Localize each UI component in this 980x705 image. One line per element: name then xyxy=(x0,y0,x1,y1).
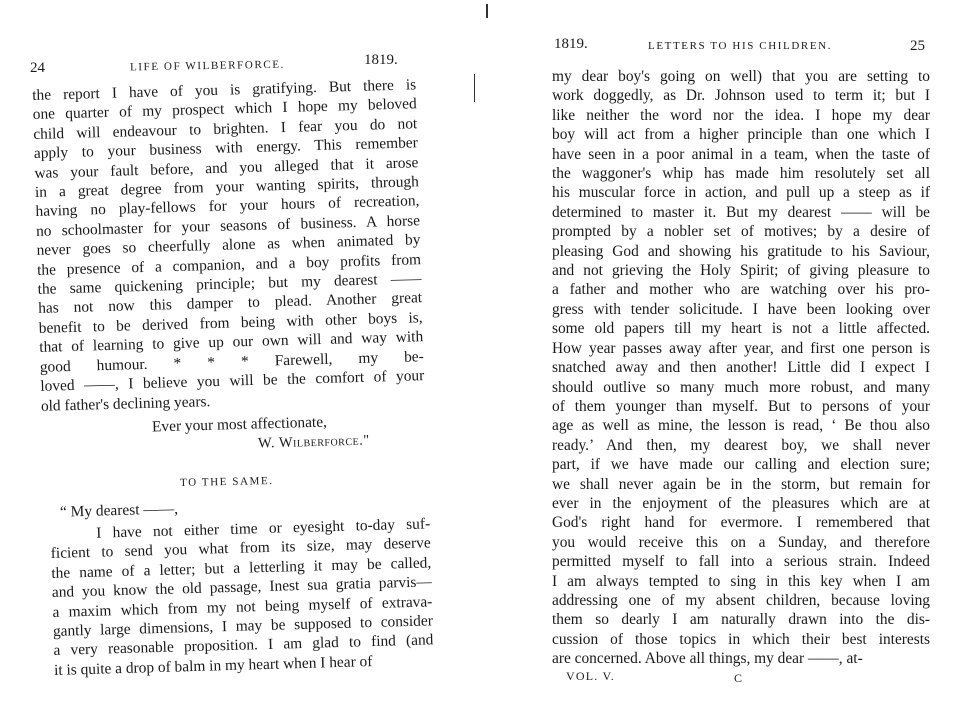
right-letter-line: addressing one of my absent children, because loving xyxy=(552,591,930,609)
right-letter-line: work doggedly, as Dr. Johnson used to term it; but I xyxy=(552,87,930,105)
right-letter-line: the waggoner's whip has made him resolutely set all xyxy=(552,165,930,183)
right-letter-line: we shall never again be in the storm, but remain for xyxy=(552,475,930,493)
right-letter-body xyxy=(552,67,930,669)
right-letter-line: like neither the word nor the idea. I hope my dear xyxy=(552,106,930,124)
left-letter-line: the same quickening principle; but my dearest —— xyxy=(37,270,422,298)
right-letter-line: snatched away and then another! Little did I expect I xyxy=(552,359,930,377)
right-letter-line: age as well as mine, the lesson is read, ‘ Be thou also xyxy=(552,417,930,435)
second-letter-line: ficient to send you what from its size, may deserve xyxy=(50,534,431,563)
left-letter-line: that of learning to give up our own will and way with xyxy=(39,328,424,357)
left-year: 1819. xyxy=(364,52,398,68)
right-letter-line: some old papers till my heart is not a little affected. xyxy=(552,320,930,338)
right-letter-line: my dear boy's going on well) that you are setting to xyxy=(552,68,930,85)
left-page xyxy=(0,0,470,705)
right-letter-line: his muscular force in action, and pull up a steep as if xyxy=(552,184,930,202)
right-letter-line: pleasing God and showing his gratitude to his Saviour, xyxy=(552,242,930,260)
right-letter-line: cussion of those topics in which their best interests xyxy=(552,630,930,648)
left-letter-line: no schoolmaster for your seasons of business. A horse xyxy=(35,212,421,240)
footer-volume: VOL. V. xyxy=(566,669,615,683)
second-letter-line: a maxim which from my not being myself of extrava- xyxy=(52,592,433,621)
left-letter-line: was your fault before, and you alleged that it arose xyxy=(34,153,419,182)
left-letter-line: never goes so cheerfully alone as when animated by xyxy=(36,231,421,260)
right-letter-line: should outlive so many much more robust, and many xyxy=(552,378,930,396)
left-letter-line: the presence of a companion, and a boy profits from xyxy=(36,250,422,279)
right-letter-line: you would receive this on a Sunday, and therefore xyxy=(552,533,930,551)
left-letter-line: having no play-fellows for your hours of recreation, xyxy=(35,192,420,221)
right-letter-line: and not grieving the Holy Spirit; of giving pleasure to xyxy=(552,262,930,280)
left-letter-line: apply to your business with energy. This remember xyxy=(33,134,418,163)
right-letter-line: boy will act from a higher principle than one which I xyxy=(552,126,930,144)
right-page xyxy=(490,0,980,705)
right-letter-line: ready.’ And then, my dearest boy, we shall never xyxy=(552,436,930,454)
second-letter-line: and you know the old passage, Inest sua gratia parvis— xyxy=(51,573,432,602)
right-letter-line: are concerned. Above all things, my dear ——, at- xyxy=(552,650,863,668)
second-letter-line: a very reasonable proposition. I am glad to find (and xyxy=(53,631,434,660)
right-letter-line: How year passes away after year, and first one person is xyxy=(552,339,930,357)
left-page-number: 24 xyxy=(30,60,45,76)
right-letter-line: prompted by a nobler set of motives; by a desire of xyxy=(552,223,930,241)
left-letter-line: has not now this damper to plead. Another great xyxy=(37,289,423,318)
right-letter-line: of them younger than myself. But to persons of your xyxy=(552,397,930,415)
second-letter-body xyxy=(50,514,434,680)
gutter-mark xyxy=(486,4,488,18)
right-letter-line: gress with tender solicitude. I have been looking over xyxy=(552,300,930,318)
right-letter-line: them so dearly I am naturally drawn into the dis- xyxy=(552,611,930,629)
second-letter-line: the name of a letter; but a letterling it may be called, xyxy=(51,554,432,582)
left-letter-line: good humour. * * * Farewell, my be- xyxy=(39,347,424,376)
right-letter-line: I am always tempted to sing in this key when I am xyxy=(552,572,930,590)
section-heading-to-the-same: TO THE SAME. xyxy=(179,475,274,489)
second-letter-line: I have not either time or eyesight to-day suf- xyxy=(96,515,431,542)
gutter-mark xyxy=(474,74,475,102)
left-letter-line: child will endeavour to brighten. I fear you do not xyxy=(33,115,418,143)
second-letter-line: it is quite a drop of balm in my heart when I hear of xyxy=(53,652,373,679)
left-letter-line: loved ——, I believe you will be the comfort of your xyxy=(40,367,425,395)
left-letter-line: the report I have of you is gratifying. But there is xyxy=(32,76,417,104)
left-letter-body xyxy=(32,75,425,415)
second-letter-line: gantly large dimensions, I may be supposed to consider xyxy=(52,612,434,640)
left-letter-line: old father's declining years. xyxy=(40,392,211,415)
right-letter-line: have seen in a poor animal in a team, when the taste of xyxy=(552,145,930,163)
right-letter-line: God's right hand for evermore. I remembered that xyxy=(552,514,930,532)
second-letter-salutation: “ My dearest ——, xyxy=(59,500,179,521)
right-page-number: 25 xyxy=(910,38,925,54)
left-running-head: LIFE OF WILBERFORCE. xyxy=(129,58,286,74)
letter-signature: W. Wilberforce." xyxy=(257,432,370,452)
right-running-head: LETTERS TO HIS CHILDREN. xyxy=(648,40,833,52)
right-letter-line: part, if we have made our calling and election sure; xyxy=(552,456,930,474)
left-letter-line: benefit to be derived from being with other boys is, xyxy=(38,309,423,337)
left-letter-line: one quarter of my prospect which I hope my beloved xyxy=(32,95,417,124)
right-letter-line: determined to master it. But my dearest —— will be xyxy=(552,203,930,221)
left-letter-line: in a great degree from your wanting spirits, through xyxy=(34,173,420,201)
right-letter-line: a father and mother who are watching over his pro- xyxy=(552,281,930,299)
footer-signature-mark: C xyxy=(734,671,744,685)
letter-closing: Ever your most affectionate, xyxy=(151,413,328,436)
right-year: 1819. xyxy=(554,36,588,52)
right-letter-line: permitted myself to fall into a serious strain. Indeed xyxy=(552,553,930,571)
right-letter-line: ever in the enjoyment of the pleasures which are at xyxy=(552,494,930,512)
